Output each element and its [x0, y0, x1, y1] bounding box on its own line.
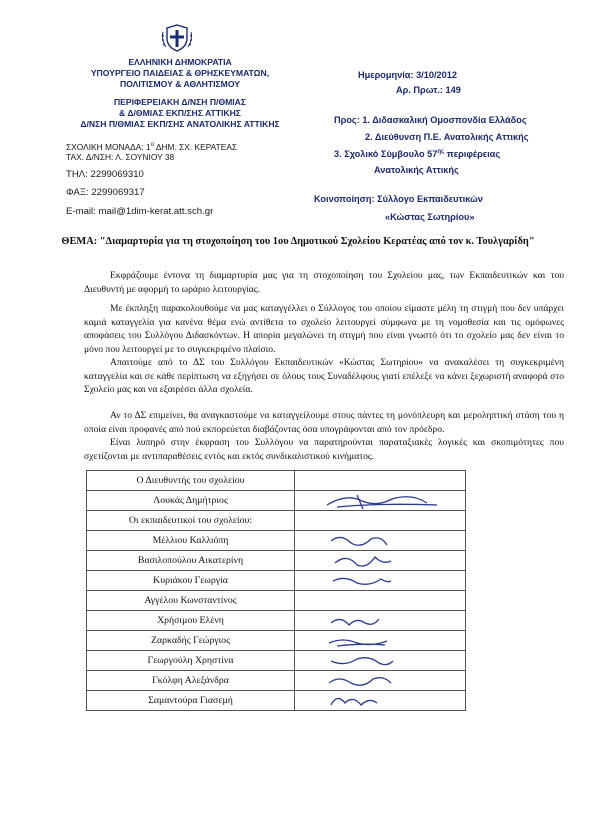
signatory-name: Κυριάκου Γεωργία [87, 571, 295, 591]
signature-table [86, 470, 466, 711]
recipient-line-4: Ανατολικής Αττικής [374, 165, 459, 175]
handwritten-signature [295, 631, 465, 651]
letter-body [84, 356, 564, 397]
letter-body [84, 302, 564, 356]
handwritten-signature [295, 611, 465, 631]
handwritten-signature [295, 691, 465, 711]
signatory-name: Σαμαντούρα Γιασεμή [87, 691, 295, 711]
signature-row [87, 551, 466, 571]
signature-row [87, 671, 466, 691]
recipient-line-3: 3. Σχολικό Σύμβουλο $57^{\eta\varsigma}$ περιφέρειας [334, 149, 501, 160]
letter-subject: ΘΕΜΑ: "Διαμαρτυρία για τη στοχοποίηση του 1ου Δημοτικού Σχολείου Κερατέας από τον κ. Τουλγαρίδη" [61, 236, 535, 247]
signatory-name: Γκόλφη Αλεξάνδρα [87, 671, 295, 691]
greek-coat-of-arms-emblem [160, 22, 194, 54]
body-paragraph: Είναι λυπηρό στην έκφραση του Συλλόγου να παρατηρούνται παραταξιακές λογικές και σκοπιμότητες που σχετίζονται με αντιπαραθέσεις εντός και εκτός συνδικαλιστικού κινήματος. [84, 437, 564, 462]
body-paragraph: Με έκπληξη παρακολουθούμε να μας καταγγέλλει ο Σύλλογος του οποίου είμαστε μέλη τη στιγμή που δεν υπάρχει καμιά καταγγελία για κανένα θέμα ενώ αντίθετα το σχολείο λειτουργεί σύμφωνα με τη νομοθεσία και τις ομόφωνες αποφάσεις του Συλλόγου Διδασκόντων. Η απορία μεγαλώνει τη στιγμή που είναι γνωστό ότι το σχολείο μας δεν είναι το μόνο που λειτουργεί με το συγκεκριμένο πλαίσιο. [84, 303, 564, 355]
handwritten-signature [295, 491, 465, 511]
handwritten-signature [295, 671, 465, 691]
body-paragraph: Απαιτούμε από το ΔΣ του Συλλόγου Εκπαιδευτικών «Κώστας Σωτηρίου» να ανακαλέσει τη συγκεκριμένη καταγγελία και σε κάθε περίπτωση να εξηγήσει σε όλους τους Συναδέλφους γιατί επέλεξε να κάνει ξεχωριστή αναφορά στο Σχολείο μας και να εξαιρέσει άλλα σχολεία. [84, 357, 564, 396]
signature-cell [295, 511, 466, 531]
signature-cell [295, 471, 466, 491]
signatory-name: Γεωργούλη Χρηστίνα [87, 651, 295, 671]
directorate-line: & Δ/ΘΜΙΑΣ ΕΚΠ/ΣΗΣ ΑΤΤΙΚΗΣ [119, 108, 241, 118]
ministry-line: ΕΛΛΗΝΙΚΗ ΔΗΜΟΚΡΑΤΙΑ [128, 57, 232, 67]
signatory-name: Μέλλιου Καλλιόπη [87, 531, 295, 551]
signature-cell [295, 631, 466, 651]
letter-body [84, 436, 564, 463]
signature-row [87, 571, 466, 591]
signatory-name: Ζαρκαδής Γεώργιος [87, 631, 295, 651]
recipient-line-1: Προς: 1. Διδασκαλική Ομοσπονδία Ελλάδος [334, 115, 527, 125]
signature-cell [295, 691, 466, 711]
letter-body [84, 269, 564, 296]
signature-row [87, 531, 466, 551]
directorate-line: ΠΕΡΙΦΕΡΕΙΑΚΗ Δ/ΝΣΗ Π/ΘΜΙΑΣ [113, 97, 247, 107]
signatory-name: Αγγέλου Κωνσταντίνος [87, 591, 295, 611]
signature-row [87, 591, 466, 611]
signature-cell [295, 491, 466, 511]
signature-cell [295, 611, 466, 631]
signature-row [87, 651, 466, 671]
body-paragraph: Εκφράζουμε έντονα τη διαμαρτυρία μας για τη στοχοποίηση του Σχολείου μας, των Εκπαιδευτικών και του Διευθυντή με αφορμή το ωράριο λειτουργίας. [84, 270, 564, 295]
email-address: E-mail: mail@1dim-kerat.att.sch.gr [66, 206, 214, 217]
school-address: ΤΑΧ. Δ/ΝΣΗ: Λ. ΣΟΥΝΙΟΥ 38 [66, 152, 175, 162]
signature-cell [295, 531, 466, 551]
handwritten-signature [295, 531, 465, 551]
school-unit: ΣΧΟΛΙΚΗ ΜΟΝΑΔΑ: $1^o$ ΔΗΜ. ΣΧ. ΚΕΡΑΤΕΑΣ [66, 141, 238, 152]
signatory-name: Βασιλοπούλου Αικατερίνη [87, 551, 295, 571]
fax-number: ΦΑΞ: 2299069317 [66, 187, 145, 198]
cc-line-2: «Κώστας Σωτηρίου» [385, 212, 475, 222]
ministry-line: ΥΠΟΥΡΓΕΙΟ ΠΑΙΔΕΙΑΣ & ΘΡΗΣΚΕΥΜΑΤΩΝ, [90, 68, 270, 78]
ministry-line: ΠΟΛΙΤΙΣΜΟΥ & ΑΘΛΗΤΙΣΜΟΥ [119, 79, 241, 89]
signature-row [87, 471, 466, 491]
cc-line-1: Κοινοποίηση: Σύλλογο Εκπαιδευτικών [314, 194, 483, 204]
signature-cell [295, 651, 466, 671]
signature-cell [295, 571, 466, 591]
document-date: Ημερομηνία: 3/10/2012 [358, 70, 457, 80]
phone-number: ΤΗΛ: 2299069310 [66, 169, 144, 180]
signatory-name: Οι εκπαιδευτικοί του σχολείου: [87, 511, 295, 531]
signature-cell [295, 591, 466, 611]
protocol-number: Αρ. Πρωτ.: 149 [396, 85, 461, 95]
signatory-name: Ο Διευθυντής του σχολείου [87, 471, 295, 491]
signature-cell [295, 671, 466, 691]
handwritten-signature [295, 551, 465, 571]
handwritten-signature [295, 651, 465, 671]
directorate-line: Δ/ΝΣΗ Π/ΘΜΙΑΣ ΕΚΠ/ΣΗΣ ΑΝΑΤΟΛΙΚΗΣ ΑΤΤΙΚΗΣ [80, 119, 280, 129]
signature-cell [295, 551, 466, 571]
signature-row [87, 611, 466, 631]
ministry-header [60, 57, 300, 90]
recipient-line-2: 2. Διεύθυνση Π.Ε. Ανατολικής Αττικής [365, 132, 529, 142]
regional-directorate-header [60, 97, 300, 130]
handwritten-signature [295, 571, 465, 591]
signature-row [87, 631, 466, 651]
signature-row [87, 691, 466, 711]
signature-row [87, 511, 466, 531]
signature-row [87, 491, 466, 511]
signatory-name: Λουκάς Δημήτριος [87, 491, 295, 511]
body-paragraph: Αν το ΔΣ επιμείνει, θα αναγκαστούμε να καταγγείλουμε στους πάντες τη μονόπλευρη και μεροληπτική στάση του η οποία είναι προφανές από πού εκπορεύεται διαβάζοντας όσα υπογράφονται από τον πρόεδρο. [84, 410, 564, 435]
signatory-name: Χρήσιμου Ελένη [87, 611, 295, 631]
letter-body [84, 409, 564, 436]
